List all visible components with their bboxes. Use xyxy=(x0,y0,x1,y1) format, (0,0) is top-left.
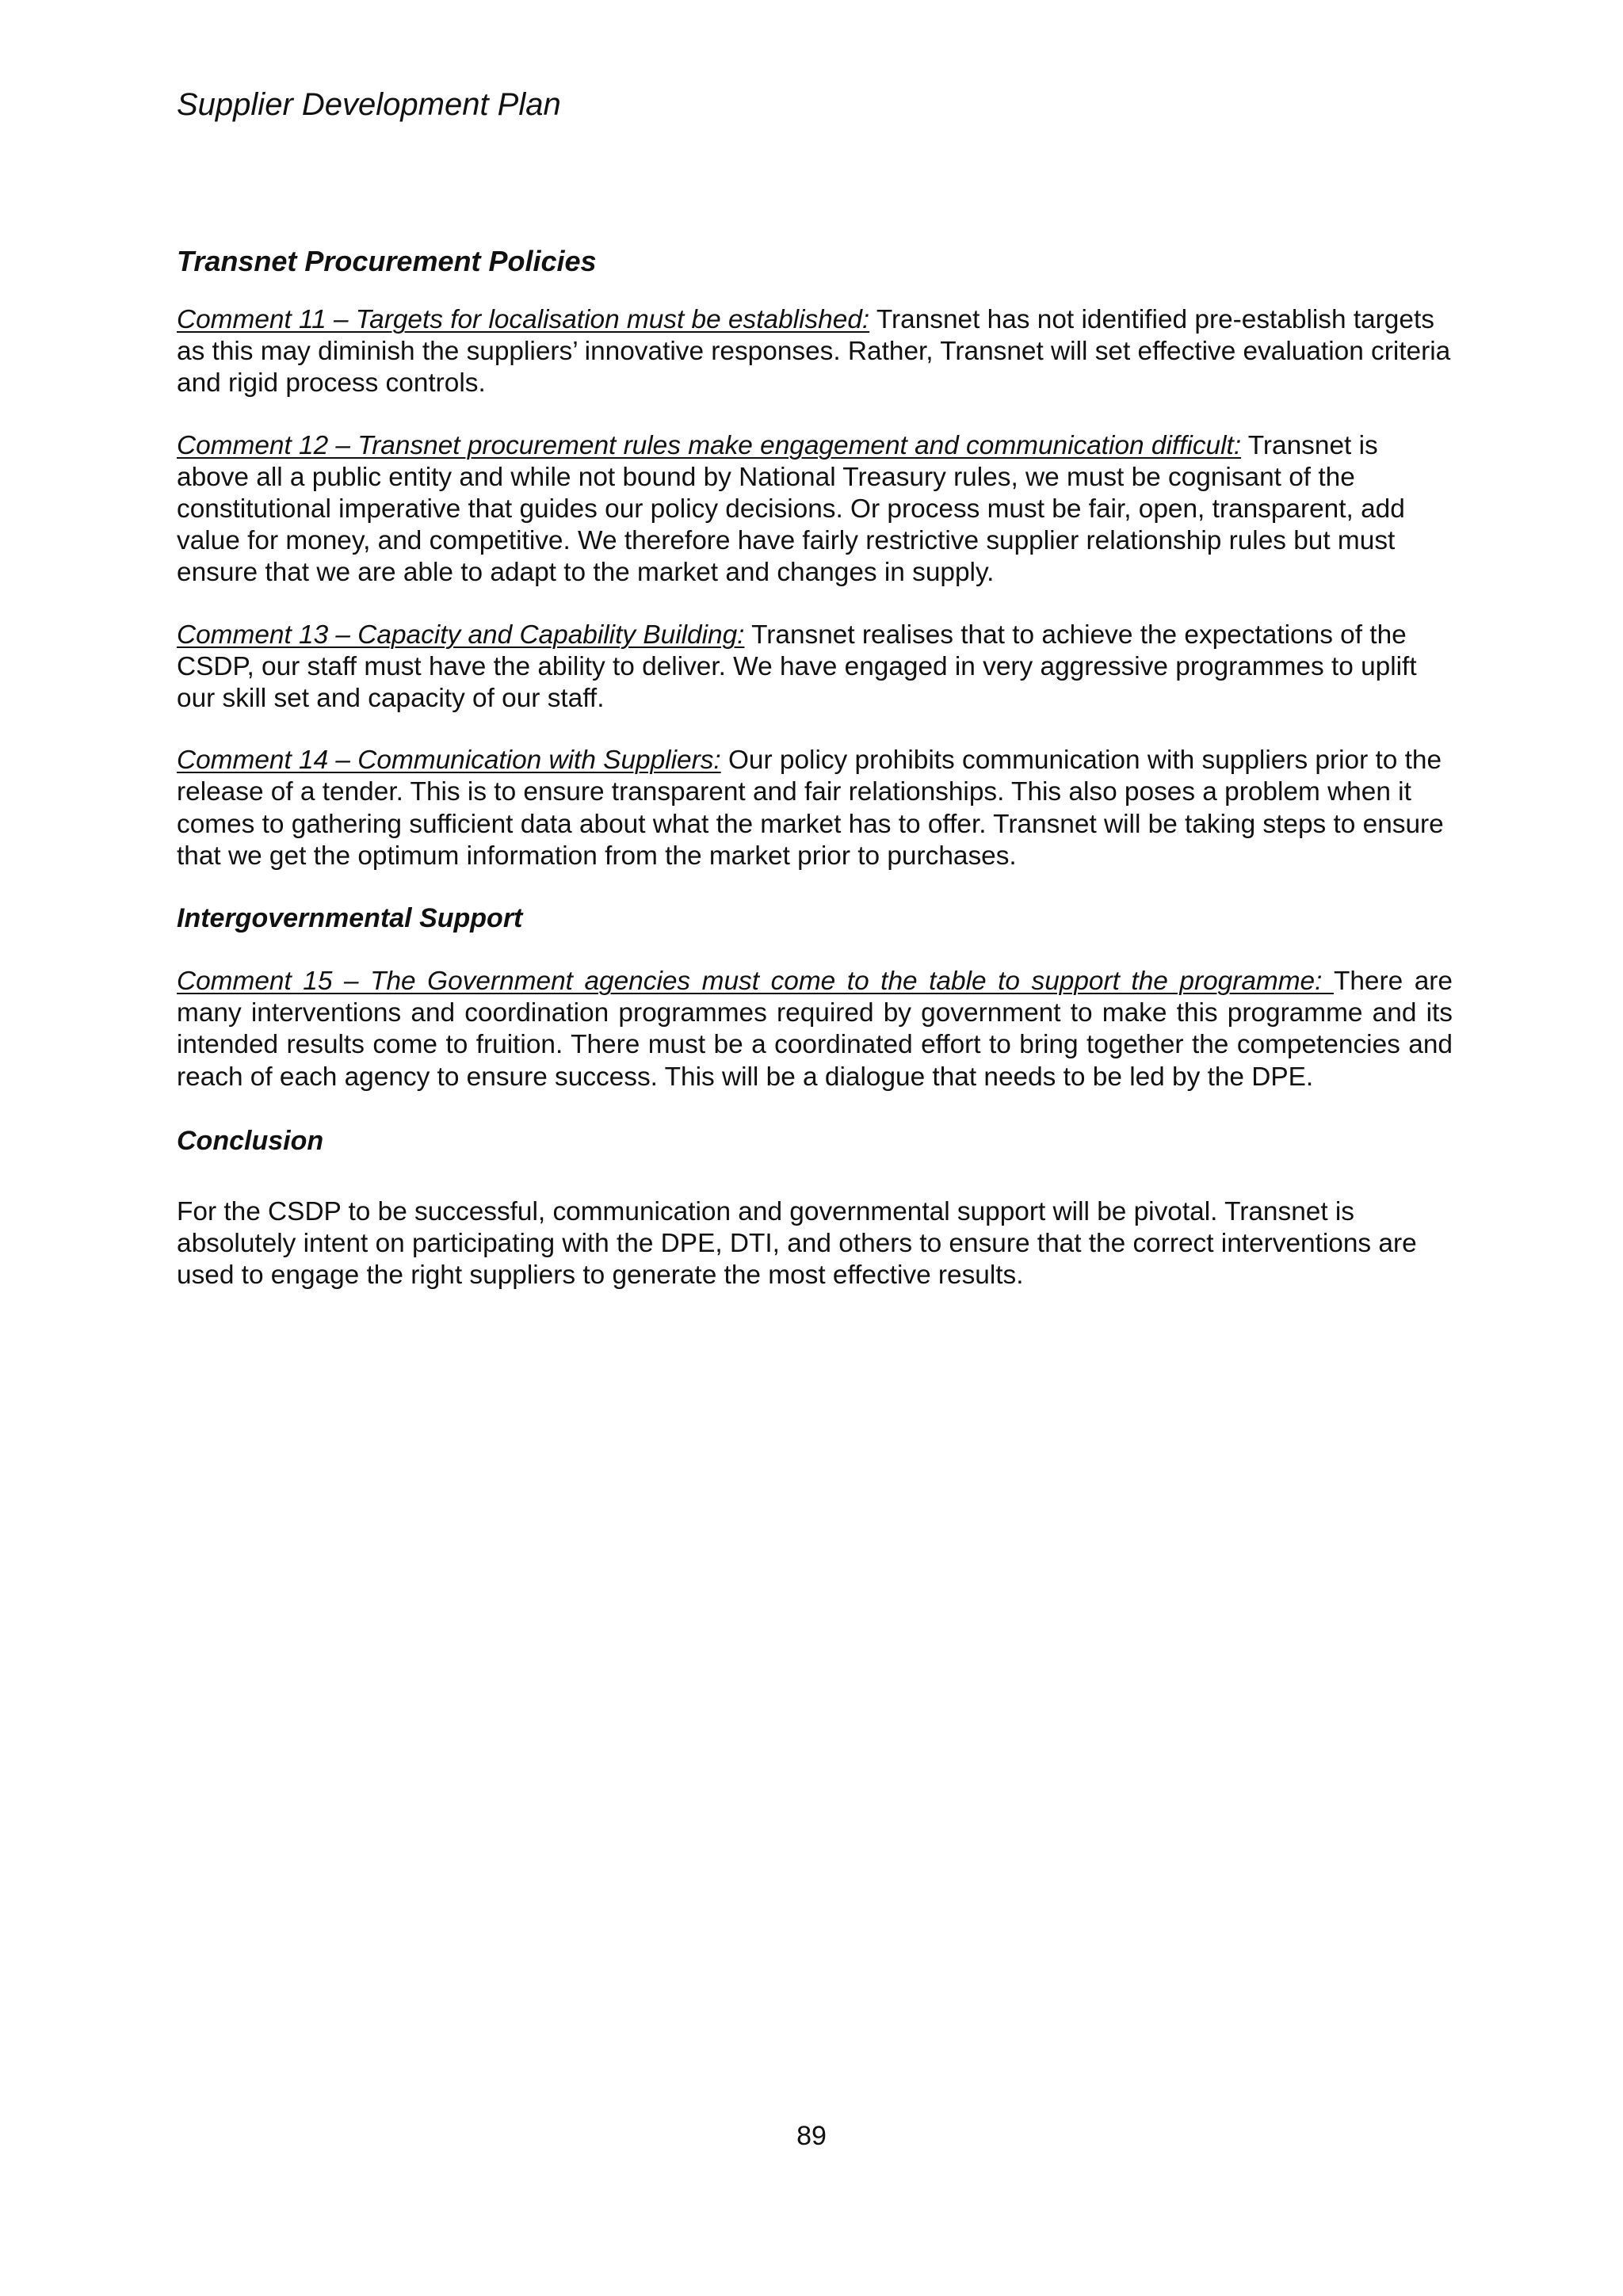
conclusion-paragraph: For the CSDP to be successful, communication and governmental support will be pivotal. Transnet is absolutely intent on participating with the DPE, DTI, and others to ensure that the correct interventions are used to engage the right suppliers to generate the most effective results. xyxy=(177,1196,1417,1291)
comment-13-body: Transnet realises that to achieve the expectations of the CSDP, our staff must have the ability to deliver. We have engaged in very aggressive programmes to uplift our skill set and capacity of our staff. xyxy=(177,620,1417,714)
comment-14-lead: Comment 14 – Communication with Suppliers: xyxy=(177,746,721,776)
comment-11-lead: Comment 11 – Targets for localisation must be established: xyxy=(177,305,870,334)
comment-13-paragraph xyxy=(177,620,1453,715)
section-heading-intergovernmental: Intergovernmental Support xyxy=(177,903,523,934)
running-header: Supplier Development Plan xyxy=(177,87,561,122)
comment-14-paragraph xyxy=(177,745,1453,872)
section-heading-procurement: Transnet Procurement Policies xyxy=(177,245,597,277)
comment-15-lead: Comment 15 – The Government agencies must come to the table to support the programme: xyxy=(177,967,1334,997)
document-body xyxy=(177,244,1453,1291)
comment-11-paragraph xyxy=(177,304,1453,400)
page-number: 89 xyxy=(796,2121,827,2151)
comment-11-body: Transnet has not identified pre-establish targets as this may diminish the suppliers’ innovative responses. Rather, Transnet will set effective evaluation criteria and rigid process controls. xyxy=(177,305,1451,399)
comment-12-lead: Comment 12 – Transnet procurement rules make engagement and communication difficult: xyxy=(177,430,1242,460)
comment-12-body: Transnet is above all a public entity and while not bound by National Treasury rules, we must be cognisant of the constitutional imperative that guides our policy decisions. Or process must be fair, open, transparent, add value for money, and competitive. We therefore have fairly restrictive supplier relationship rules but must ensure that we are able to adapt to the market and changes in supply. xyxy=(177,430,1405,588)
comment-12-paragraph xyxy=(177,430,1453,589)
comment-13-lead: Comment 13 – Capacity and Capability Building: xyxy=(177,620,745,650)
comment-14-body: Our policy prohibits communication with suppliers prior to the release of a tender. This is to ensure transparent and fair relationships. This also poses a problem when it comes to gathering sufficient data about what the market has to offer. Transnet will be taking steps to ensure that we get the optimum information from the market prior to purchases. xyxy=(177,746,1444,871)
comment-15-paragraph xyxy=(177,966,1453,1093)
comment-15-body: There are many interventions and coordination programmes required by government to make this programme and its intended results come to fruition. There must be a coordinated effort to bring together the competencies and reach of each agency to ensure success. This will be a dialogue that needs to be led by the DPE. xyxy=(177,967,1453,1092)
section-heading-conclusion: Conclusion xyxy=(177,1125,324,1156)
